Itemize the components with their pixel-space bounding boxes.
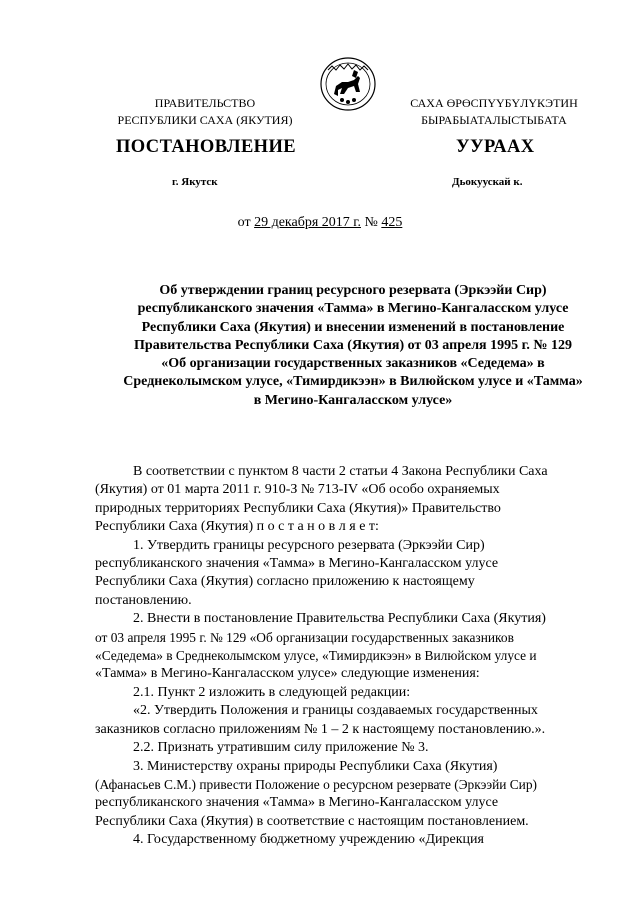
document-date-line xyxy=(0,215,640,231)
document-type-sakha: УУРААХ xyxy=(456,137,535,157)
title-line: Республики Саха (Якутия) и внесении изменений в постановление xyxy=(141,319,565,335)
gov-sakha-line-2: БЫРАБЫАТАЛЫСТЫБАТА xyxy=(421,113,567,127)
title-line: Правительства Республики Саха (Якутия) от 03 апреля 1995 г. № 129 xyxy=(134,337,572,353)
body-line: 2.1. Пункт 2 изложить в следующей редакции: xyxy=(133,684,411,700)
body-line: 3. Министерству охраны природы Республики Саха (Якутия) xyxy=(133,758,498,774)
body-line: республиканского значения «Тамма» в Мегино-Кангаласском улусе xyxy=(95,556,499,572)
body-line: «2. Утвердить Положения и границы создаваемых государственных xyxy=(133,703,538,719)
body-line: Республики Саха (Якутия) в соответствие с настоящим постановлением. xyxy=(95,813,529,829)
title-line: Об утверждении границ ресурсного резервата (Эркээйи Сир) xyxy=(159,283,547,298)
government-name-ru xyxy=(96,95,314,129)
city-sakha: Дьокуускай к. xyxy=(452,176,523,188)
body-line: В соответствии с пунктом 8 части 2 статьи 4 Закона Республики Саха xyxy=(133,464,548,479)
document-body xyxy=(95,463,595,850)
document-type-ru: ПОСТАНОВЛЕНИЕ xyxy=(116,137,297,157)
body-line: «Седедема» в Среднеколымском улусе, «Тимирдикээн» в Вилюйском улусе и xyxy=(95,648,537,664)
body-line: природных территориях Республики Саха (Якутия)» Правительство xyxy=(95,500,501,516)
resolves-word: п о с т а н о в л я е т: xyxy=(256,519,379,535)
gov-line-1: ПРАВИТЕЛЬСТВО xyxy=(154,96,256,110)
title-line: в Мегино-Кангаласском улусе» xyxy=(253,392,453,408)
gov-line-2: РЕСПУБЛИКИ САХА (ЯКУТИЯ) xyxy=(117,113,293,127)
body-line: 4. Государственному бюджетному учреждению «Дирекция xyxy=(133,832,484,848)
title-line: Среднеколымском улусе, «Тимирдикээн» в Вилюйском улусе и «Тамма» xyxy=(123,374,583,390)
title-line: «Об организации государственных заказников «Седедема» в xyxy=(161,356,545,372)
body-line: (Якутия) от 01 марта 2011 г. 910-З № 713-IV «Об особо охраняемых xyxy=(95,482,500,498)
number-sign: № xyxy=(360,215,382,230)
body-line: постановлению. xyxy=(95,592,192,608)
title-line: республиканского значения «Тамма» в Мегино-Кангаласском улусе xyxy=(137,301,569,317)
body-line: Республики Саха (Якутия) п о с т а н о в л я е т: xyxy=(95,519,379,535)
body-line: Республики Саха (Якутия) согласно приложению к настоящему xyxy=(95,574,475,590)
body-line: «Тамма» в Мегино-Кангаласском улусе» следующие изменения: xyxy=(95,666,480,682)
coat-of-arms-icon xyxy=(318,56,378,112)
body-line: от 03 апреля 1995 г. № 129 «Об организации государственных заказников xyxy=(95,629,514,645)
city-ru: г. Якутск xyxy=(172,176,218,188)
body-line: заказников согласно приложениям № 1 – 2 к настоящему постановлению.». xyxy=(95,721,546,737)
body-line: (Афанасьев С.М.) привести Положение о ресурсном резервате (Эркээйи Сир) xyxy=(95,776,537,792)
document-title xyxy=(100,282,606,410)
government-name-sakha xyxy=(384,95,604,129)
document-number: 425 xyxy=(381,215,403,230)
body-line: 1. Утвердить границы ресурсного резервата (Эркээйи Сир) xyxy=(133,537,485,553)
gov-sakha-line-1: САХА ӨРӨСПҮҮБҮЛҮКЭТИН xyxy=(410,96,578,110)
document-date: 29 декабря 2017 г. xyxy=(254,215,361,230)
date-prefix: от xyxy=(237,215,255,230)
body-line: 2.2. Признать утратившим силу приложение № 3. xyxy=(133,740,429,756)
body-line: республиканского значения «Тамма» в Мегино-Кангаласском улусе xyxy=(95,795,499,811)
body-line: 2. Внести в постановление Правительства Республики Саха (Якутия) xyxy=(133,611,546,627)
